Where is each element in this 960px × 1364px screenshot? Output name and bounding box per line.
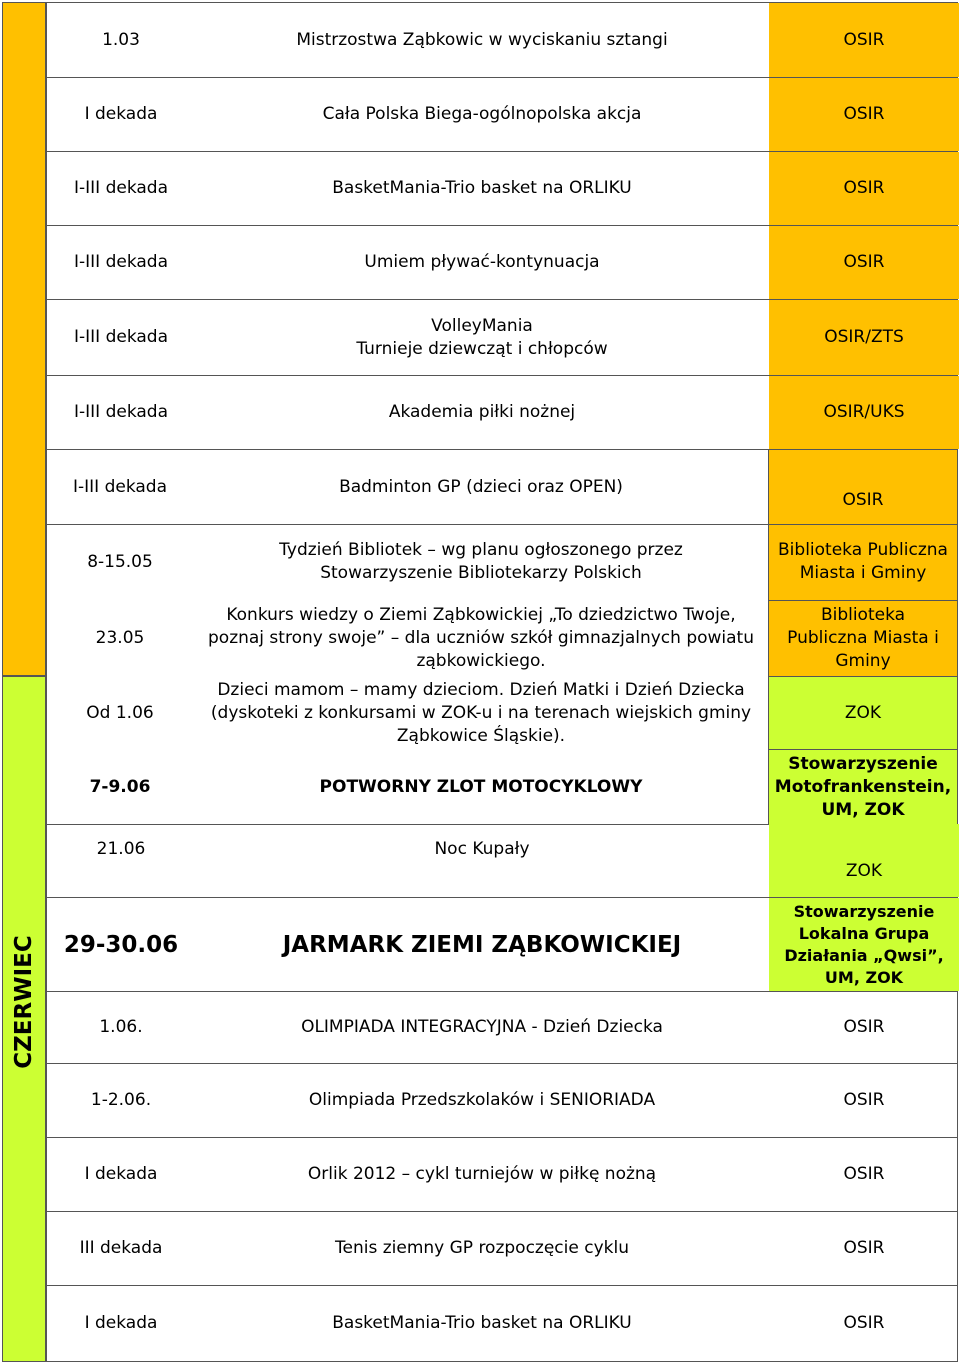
row-date: 1.03 xyxy=(102,29,140,50)
event-line: VolleyMania xyxy=(431,315,533,336)
row-event: Umiem pływać-kontynuacja xyxy=(364,252,600,272)
row-date: I dekada xyxy=(84,1164,158,1184)
block-event-1: Tydzień Bibliotek – wg planu ogłoszonego przez Stowarzyszenie Bibliotekarzy Polskich xyxy=(279,540,683,583)
table-row xyxy=(46,1286,958,1362)
row-event: Akademia piłki nożnej xyxy=(388,402,576,422)
row-date: I dekada xyxy=(84,1313,158,1333)
row-event: Tenis ziemny GP rozpoczęcie cyklu xyxy=(335,1238,629,1258)
block-date-3: Od 1.06 xyxy=(86,702,154,723)
block-date-1: 8-15.05 xyxy=(87,551,153,572)
table-row xyxy=(46,152,958,226)
row-date: I-III dekada xyxy=(73,178,168,198)
row-event: BasketMania-Trio basket na ORLIKU xyxy=(332,178,632,198)
row-organizer: OSIR xyxy=(843,1017,885,1037)
row-date: I-III dekada xyxy=(72,476,167,497)
row-organizer: OSIR xyxy=(843,1313,885,1333)
row-organizer: OSIR/ZTS xyxy=(769,300,959,375)
row-event: BasketMania-Trio basket na ORLIKU xyxy=(332,1313,632,1333)
table-row xyxy=(46,376,958,450)
table-row xyxy=(46,2,958,78)
block-event-4: POTWORNY ZLOT MOTOCYKLOWY xyxy=(319,776,643,797)
divider xyxy=(957,450,958,824)
row-date: 1.06. xyxy=(99,1017,143,1037)
block-date-4: 7-9.06 xyxy=(89,776,151,797)
divider xyxy=(46,524,768,525)
table-row xyxy=(46,1138,958,1212)
row-date: 29-30.06 xyxy=(63,931,179,958)
divider xyxy=(768,524,958,525)
table-row xyxy=(46,226,958,300)
row-organizer: OSIR xyxy=(769,3,959,77)
row-event: Noc Kupały xyxy=(434,839,530,859)
row-date: 1-2.06. xyxy=(90,1090,152,1110)
schedule-table: CZERWIEC 1.03 Mistrzostwa Ząbkowic w wyciskaniu sztangi OSIR I dekada Cała Polska Biega-ogólnopolska akcja OSIR I-III dekada BasketMania-Trio basket na ORLIKU OSIR I-III dekada Umiem pływać-kontynuacja OSIR I-III dekada VolleyMania Turnieje dziewcząt i chłopców OSIR/ZTS I-III dekada Akademia piłki nożnej OSIR/UKS I-III dekada Badminton GP (dzieci oraz OPEN) OSIR 8-15.05 23.05 Od 1.06 7-9.06 Tydzień Bibliotek – wg planu ogłoszonego przez Stowarzyszenie Bibliotekarzy Polskich Konkurs wiedzy o Ziemi Ząbkowickiej „To dziedzictwo Twoje, poznaj strony swoje” – dla uczniów szkół gimnazjalnych powiatu ząbkowickiego. Dzieci mamom – mamy dzieciom. Dzień Matki i Dzień Dziecka (dyskoteki z konkursami w ZOK-u i na terenach wiejskich gminy Ząbkowice Śląskie). POTWORNY ZLOT MOTOCYKLOWY Biblioteka Publiczna Miasta i Gminy Biblioteka Publiczna Miasta i Gminy ZOK Stowarzyszenie Motofrankenstein, UM, ZOK 21.06 Noc Kupały ZOK 29-30.06 JARMARK ZIEMI ZĄBKOWICKIEJ Stowarzyszenie Lokalna Grupa Działania „Qwsi”, UM, ZOK 1.06. OLIMPIADA INTEGRACYJNA - Dzień Dziecka OSIR 1-2.06. Olimpiada Przedszkolaków i SENIORIADA OSIR I dekada Orlik 2012 – cykl turniejów w piłkę nożną OSIR III dekada Tenis ziemny GP rozpoczęcie cyklu OSIR I dekada BasketMania-Trio basket na ORLIKU OSIR xyxy=(2,2,958,1362)
row-event xyxy=(195,300,769,375)
table-row xyxy=(46,78,958,152)
row-event: Olimpiada Przedszkolaków i SENIORIADA xyxy=(308,1090,656,1110)
block-org-4: Stowarzyszenie Motofrankenstein, UM, ZOK xyxy=(768,750,958,824)
divider xyxy=(46,450,47,824)
table-row xyxy=(46,992,958,1064)
row-date: I-III dekada xyxy=(73,252,168,272)
block-org-1: Biblioteka Publiczna Miasta i Gminy xyxy=(768,524,958,600)
event-line: Turnieje dziewcząt i chłopców xyxy=(356,338,608,359)
row-organizer: Stowarzyszenie Lokalna Grupa Działania „Qwsi”, UM, ZOK xyxy=(769,898,959,991)
row-event: JARMARK ZIEMI ZĄBKOWICKIEJ xyxy=(282,931,682,958)
row-organizer: OSIR xyxy=(843,1164,885,1184)
row-organizer: OSIR/UKS xyxy=(769,376,959,449)
month-column-previous xyxy=(2,2,46,676)
block-date-2: 23.05 xyxy=(95,627,145,648)
row-organizer: OSIR xyxy=(843,1238,885,1258)
row-organizer: OSIR xyxy=(769,78,959,151)
row-organizer: OSIR xyxy=(769,226,959,299)
row-organizer: OSIR xyxy=(769,152,959,225)
table-row xyxy=(46,824,958,898)
table-row xyxy=(46,898,958,992)
row-organizer: ZOK xyxy=(769,824,959,897)
row-event: OLIMPIADA INTEGRACYJNA - Dzień Dziecka xyxy=(301,1017,663,1037)
row-date: III dekada xyxy=(79,1238,163,1258)
row-event: Mistrzostwa Ząbkowic w wyciskaniu sztangi xyxy=(296,29,668,50)
block-org-2: Biblioteka Publiczna Miasta i Gminy xyxy=(768,600,958,676)
row-organizer: OSIR xyxy=(768,450,958,524)
table-row xyxy=(46,1212,958,1286)
row-date: I dekada xyxy=(84,104,158,124)
row-event: Orlik 2012 – cykl turniejów w piłkę nożną xyxy=(307,1164,657,1184)
row-organizer: OSIR xyxy=(843,1090,885,1110)
row-date: 21.06 xyxy=(96,839,146,859)
row-date: I-III dekada xyxy=(73,402,168,422)
block-event-3: Dzieci mamom – mamy dzieciom. Dzień Matki i Dzień Dziecka (dyskoteki z konkursami w ZOK-u i na terenach wiejskich gminy Ząbkowice Śląskie). xyxy=(210,679,752,746)
row-date: I-III dekada xyxy=(73,327,168,347)
block-org-3: ZOK xyxy=(768,676,958,750)
table-row xyxy=(46,1064,958,1138)
row-event: Cała Polska Biega-ogólnopolska akcja xyxy=(322,104,642,124)
table-row xyxy=(46,300,958,376)
block-event-2: Konkurs wiedzy o Ziemi Ząbkowickiej „To dziedzictwo Twoje, poznaj strony swoje” – dla uczniów szkół gimnazjalnych powiatu ząbkowickiego. xyxy=(208,604,755,671)
row-event: Badminton GP (dzieci oraz OPEN) xyxy=(339,476,623,497)
